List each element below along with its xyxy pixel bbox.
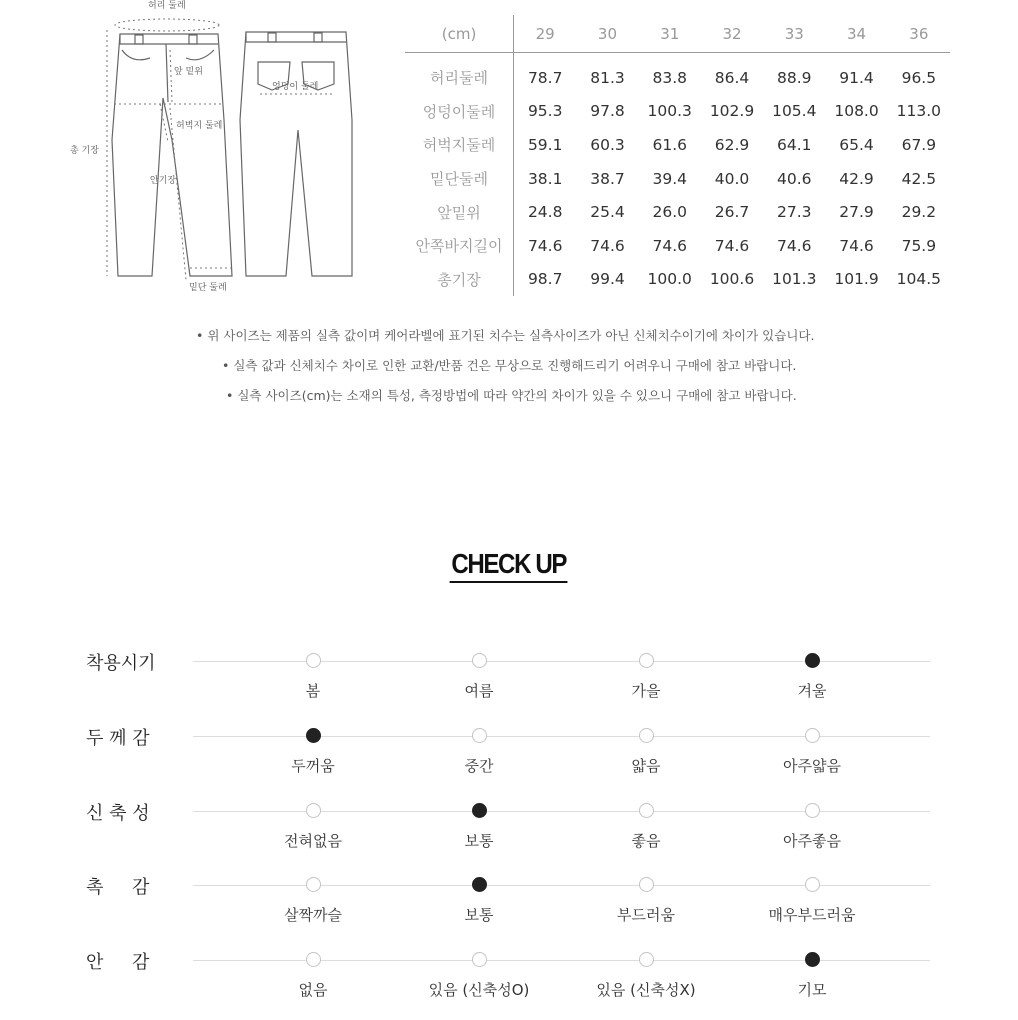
checkup-row [0,803,1018,871]
checkup-dot [472,653,487,668]
size-cell: 40.0 [714,169,750,188]
checkup-option-label: 전혀없음 [284,832,342,850]
checkup-option-label: 두꺼움 [291,757,335,775]
checkup-row-label: 촉 감 [86,877,150,898]
checkup-row-label: 신 축 성 [86,803,150,824]
size-row [405,128,950,162]
checkup-option-label: 보통 [464,906,494,924]
size-cell: 97.8 [590,102,625,121]
size-cell: 39.4 [652,169,687,188]
size-cell: 67.9 [901,135,937,154]
size-table [405,15,950,296]
checkup-option-label: 좋음 [631,832,661,850]
checkup-option-label: 있음 (신축성O) [428,981,530,999]
size-col-32: 32 [722,24,742,43]
checkup-dot [306,803,321,818]
checkup-row-label: 두 께 감 [86,728,150,749]
size-cell: 75.9 [901,236,937,255]
size-col-34: 34 [846,24,867,43]
checkup-dot [306,877,321,892]
checkup-option-label: 매우부드러움 [768,906,856,924]
diagram-label-thigh: 허벅지 둘레 [176,121,223,131]
size-cell: 104.5 [896,270,942,289]
checkup-option-label: 여름 [464,682,494,700]
checkup-option-label: 가을 [631,682,661,700]
checkup-dot [805,877,820,892]
checkup-row [0,877,1018,945]
checkup-option-label: 기모 [797,981,827,999]
checkup-dot [306,653,321,668]
size-row-label: 허벅지둘레 [405,128,514,162]
checkup-dot [639,877,654,892]
size-cell: 60.3 [590,135,625,154]
checkup-option-label: 보통 [464,832,494,850]
size-cell: 101.9 [834,270,879,289]
size-row [405,195,950,229]
size-cell: 91.4 [839,68,874,87]
checkup-dot-selected [805,952,820,967]
size-cell: 74.6 [714,236,750,255]
size-cell: 100.0 [647,270,692,289]
checkup-option-label: 아주얇음 [783,757,841,775]
size-cell: 29.2 [901,203,937,222]
size-row-label: 앞밑위 [405,195,514,229]
pants-illustration [0,0,400,300]
size-cell: 38.1 [527,169,563,188]
size-row [405,95,950,129]
size-col-33: 33 [784,24,804,43]
size-cell: 27.9 [839,203,874,222]
size-cell: 81.3 [590,68,625,87]
size-cell: 113.0 [896,102,942,121]
size-row-label: 안쪽바지길이 [405,229,514,263]
checkup-dot [472,728,487,743]
size-cell: 59.1 [527,135,563,154]
size-cell: 99.4 [590,270,625,289]
checkup-row [0,952,1018,1020]
unit-label: (cm) [405,15,514,53]
size-cell: 74.6 [590,236,625,255]
diagram-label-hip: 엉덩이 둘레 [272,82,319,92]
size-cell: 40.6 [777,169,812,188]
size-cell: 88.9 [777,68,812,87]
diagram-label-waist: 허리 둘레 [148,1,186,11]
diagram-label-inseam: 안기장 [150,176,177,186]
size-cell: 98.7 [527,270,563,289]
checkup-option-label: 있음 (신축성X) [596,981,696,999]
size-cell: 61.6 [652,135,687,154]
size-diagram [0,0,400,300]
checkup-dot [639,728,654,743]
size-cell: 95.3 [527,102,563,121]
size-row-label: 엉덩이둘레 [405,95,514,129]
size-row-label: 총기장 [405,263,514,297]
checkup-option-label: 봄 [305,682,321,700]
size-row [405,263,950,297]
checkup-dot [472,952,487,967]
size-cell: 64.1 [777,135,812,154]
size-cell: 74.6 [839,236,874,255]
size-cell: 108.0 [834,102,879,121]
size-cell: 74.6 [527,236,563,255]
note-3: • 실측 사이즈(cm)는 소재의 특성, 측정방법에 따라 약간의 차이가 있을 수 있으니 구매에 참고 바랍니다. [226,388,797,403]
size-cell: 102.9 [709,102,755,121]
checkup-option-label: 얇음 [631,757,661,775]
checkup-option-label: 겨울 [797,682,827,700]
checkup-option-label: 없음 [298,981,328,999]
size-cell: 74.6 [777,236,812,255]
checkup-dot [805,803,820,818]
size-header-row [405,15,950,53]
size-col-31: 31 [660,24,680,43]
checkup-dot-selected [805,653,820,668]
checkup-row [0,728,1018,796]
checkup-dot-selected [472,877,487,892]
checkup-dot [805,728,820,743]
size-row-label: 밑단둘레 [405,162,514,196]
size-cell: 100.3 [647,102,692,121]
size-cell: 42.5 [901,169,937,188]
size-cell: 25.4 [590,203,625,222]
size-cell: 78.7 [527,68,563,87]
size-cell: 101.3 [772,270,817,289]
size-col-29: 29 [535,24,555,43]
size-cell: 105.4 [772,102,817,121]
size-cell: 27.3 [777,203,812,222]
size-cell: 62.9 [714,135,750,154]
diagram-label-hem: 밑단 둘레 [189,283,227,293]
size-cell: 65.4 [839,135,874,154]
size-cell: 26.7 [714,203,750,222]
size-col-30: 30 [597,24,618,43]
size-cell: 24.8 [527,203,563,222]
checkup-row-label: 착용시기 [86,653,156,674]
size-cell: 38.7 [590,169,625,188]
size-cell: 26.0 [652,203,687,222]
size-cell: 100.6 [709,270,755,289]
size-row [405,162,950,196]
diagram-label-front-rise: 앞 밑위 [174,67,203,77]
checkup-dot-selected [472,803,487,818]
note-2: • 실측 값과 신체치수 차이로 인한 교환/반품 건은 무상으로 진행해드리기 어려우니 구매에 참고 바랍니다. [222,358,797,373]
note-1: • 위 사이즈는 제품의 실측 값이며 케어라벨에 표기된 치수는 실측사이즈가 아닌 신체치수이기에 차이가 있습니다. [196,328,815,343]
size-cell: 86.4 [714,68,750,87]
checkup-row [0,653,1018,721]
checkup-title: CHECK UP [450,548,568,583]
size-row-label: 허리둘레 [405,53,514,95]
checkup-option-label: 살짝까슬 [284,906,342,924]
size-row [405,229,950,263]
diagram-label-total-length: 총 기장 [70,146,99,156]
checkup-dot [306,952,321,967]
checkup-dot [639,653,654,668]
front-pants-outline [112,34,232,276]
checkup-dot [639,952,654,967]
checkup-heading [0,548,1018,583]
size-cell: 42.9 [839,169,874,188]
size-cell: 83.8 [652,68,687,87]
back-pants-outline [240,32,352,276]
checkup-dot [639,803,654,818]
size-cell: 96.5 [901,68,937,87]
checkup-option-label: 중간 [464,757,494,775]
checkup-option-label: 부드러움 [617,906,675,924]
checkup-row-label: 안 감 [86,952,150,973]
size-row [405,53,950,95]
checkup-option-label: 아주좋음 [783,832,841,850]
size-cell: 74.6 [652,236,687,255]
checkup-dot-selected [306,728,321,743]
size-col-36: 36 [909,24,929,43]
